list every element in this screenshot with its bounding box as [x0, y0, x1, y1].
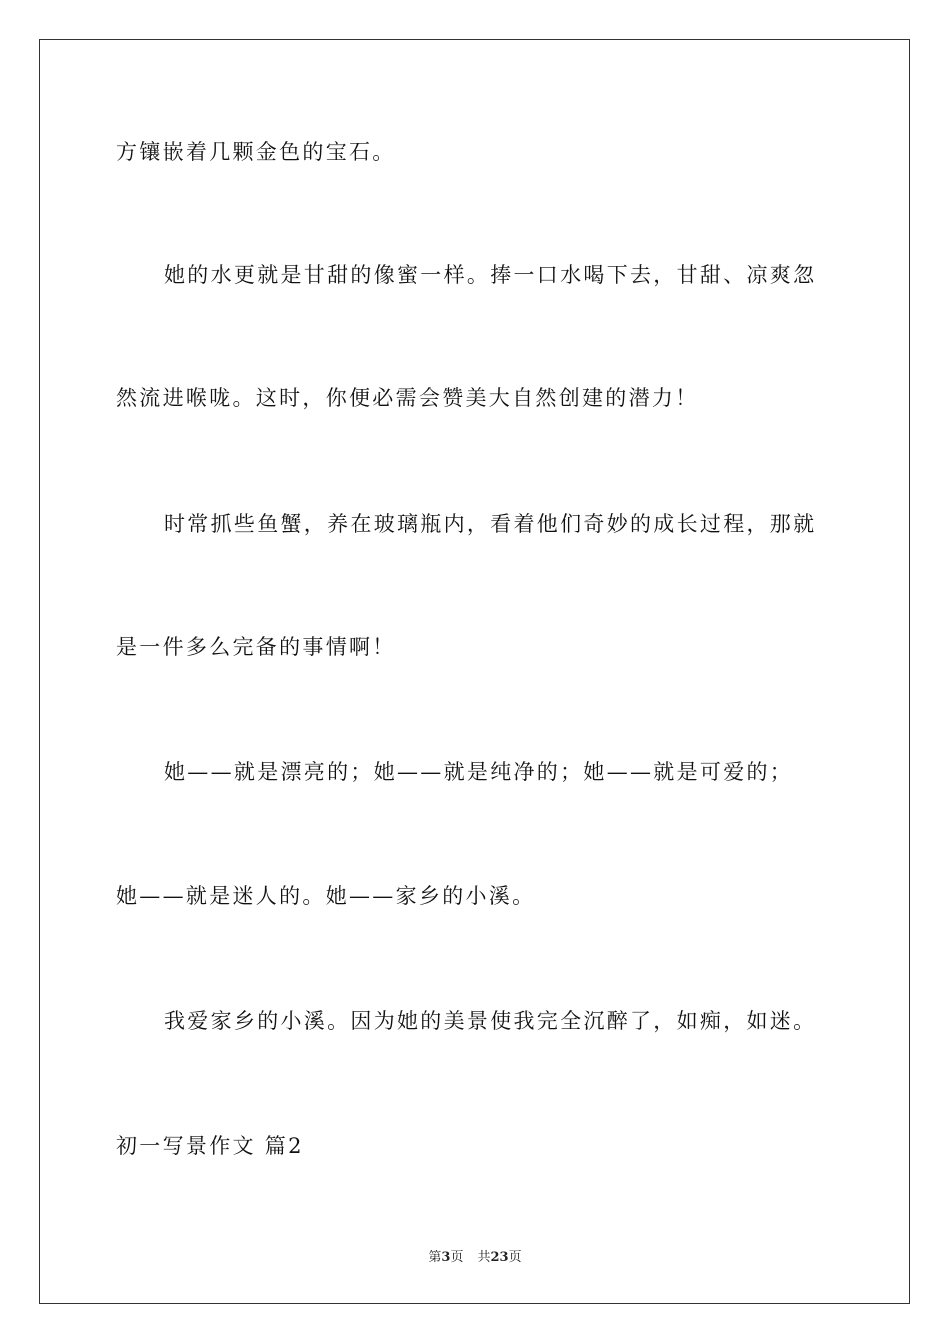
page-border	[39, 39, 910, 1304]
footer-total-pages: 23	[490, 1250, 509, 1265]
paragraph-3-line-2: 她——就是迷人的。她——家乡的小溪。	[116, 884, 536, 908]
paragraph-4-line-1: 我爱家乡的小溪。因为她的美景使我完全沉醉了，如痴，如迷。	[164, 1009, 817, 1033]
paragraph-2-line-2: 是一件多么完备的事情啊！	[116, 635, 396, 659]
footer-total-prefix: 共	[477, 1250, 491, 1265]
paragraph-1-line-2: 然流进喉咙。这时，你便必需会赞美大自然创建的潜力！	[116, 386, 699, 410]
footer-total-suffix: 页	[508, 1250, 522, 1265]
page-footer	[0, 1249, 950, 1267]
footer-page-suffix: 页	[450, 1250, 464, 1265]
paragraph-2-line-1: 时常抓些鱼蟹，养在玻璃瓶内，看着他们奇妙的成长过程，那就	[164, 512, 817, 536]
footer-page-number: 3	[441, 1250, 451, 1265]
text-line-1: 方镶嵌着几颗金色的宝石。	[116, 140, 396, 164]
footer-page-prefix: 第	[428, 1250, 442, 1265]
section-heading: 初一写景作文 篇2	[116, 1134, 304, 1158]
paragraph-1-line-1: 她的水更就是甘甜的像蜜一样。捧一口水喝下去，甘甜、凉爽忽	[164, 263, 817, 287]
paragraph-3-line-1: 她——就是漂亮的；她——就是纯净的；她——就是可爱的；	[164, 760, 794, 784]
